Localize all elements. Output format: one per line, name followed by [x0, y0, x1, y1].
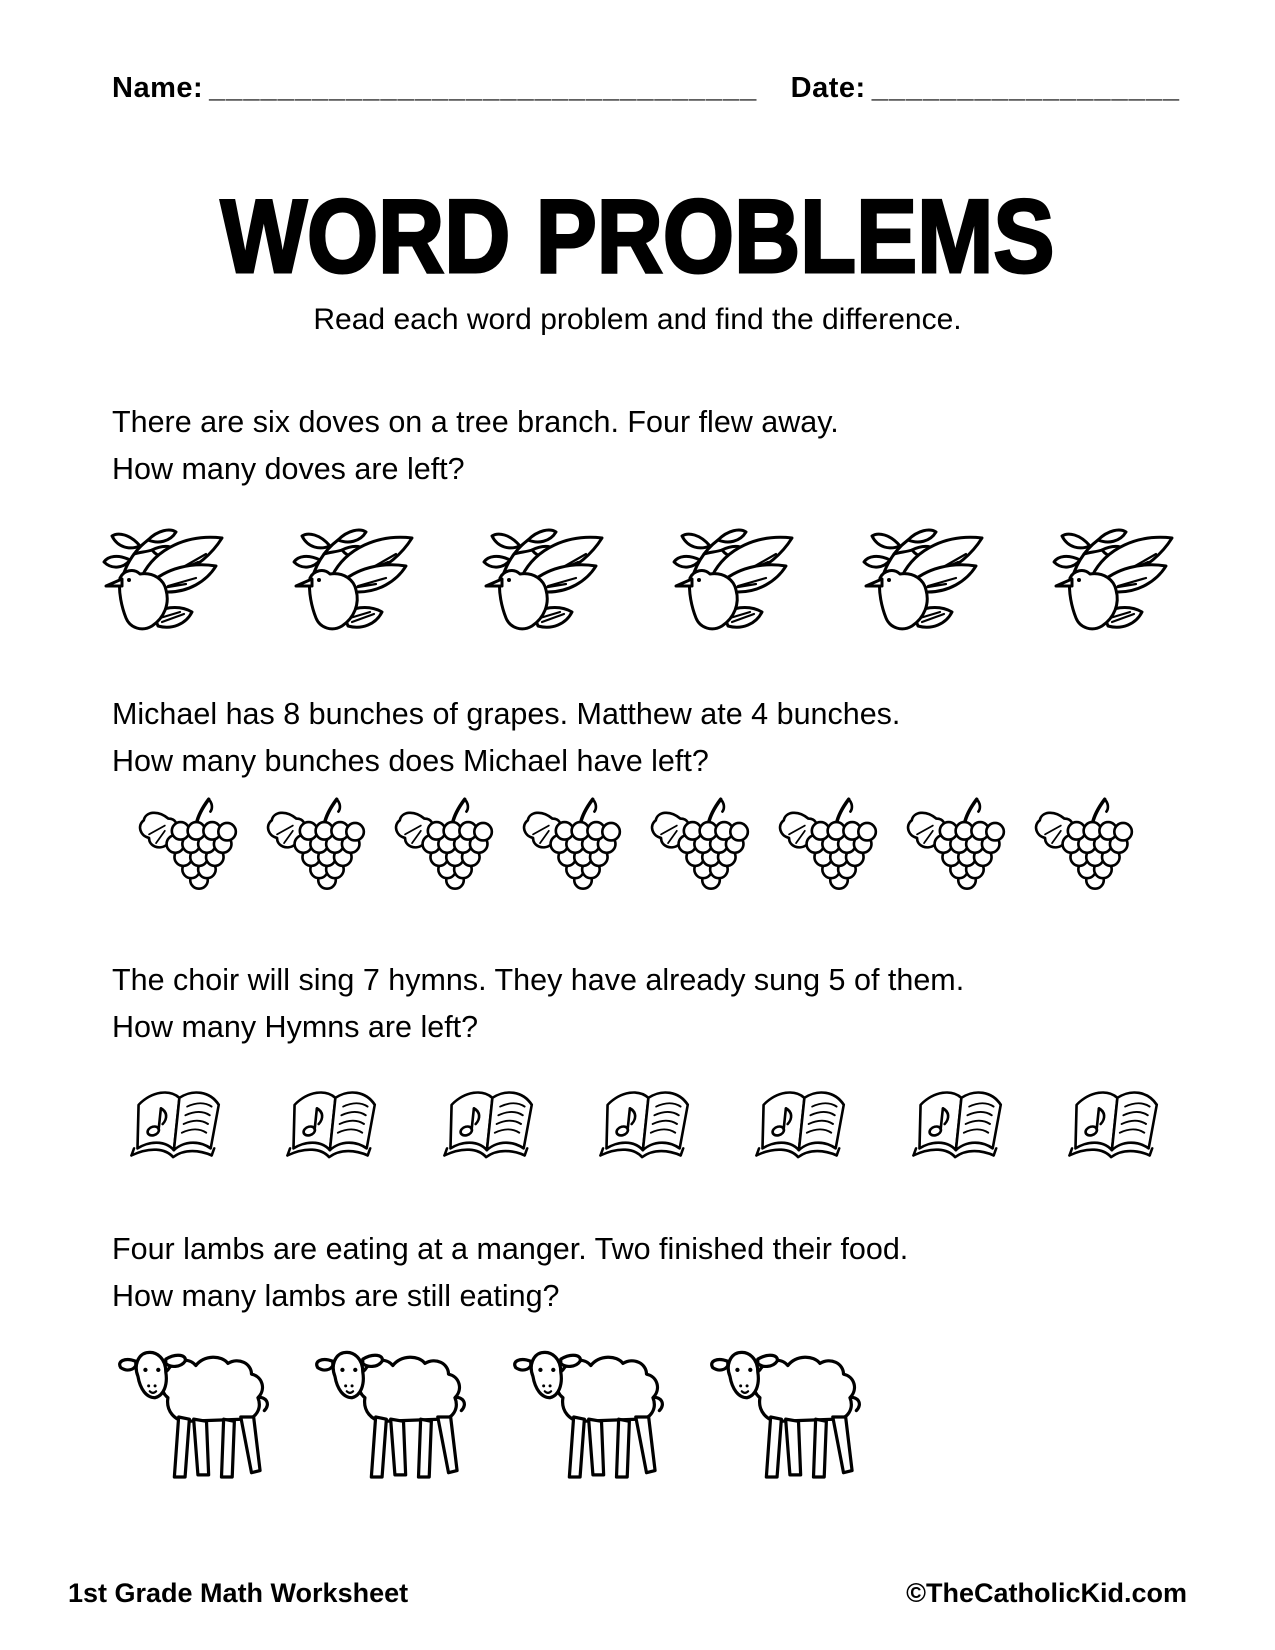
grape-bunch-icon — [391, 795, 505, 893]
hymn-book-icon — [271, 1080, 393, 1168]
problem-2-line2: How many bunches does Michael have left? — [112, 743, 709, 778]
problem-4-line1: Four lambs are eating at a manger. Two finished their food. — [112, 1231, 909, 1266]
grape-bunch-icon — [775, 795, 889, 893]
problem-1-text — [112, 399, 1185, 494]
hymn-book-icon — [1053, 1080, 1175, 1168]
dove-icon — [670, 523, 810, 645]
problem-1-line2: How many doves are left? — [112, 452, 465, 487]
problem-1-line1: There are six doves on a tree branch. Four flew away. — [112, 405, 839, 439]
problem-2-line1: Michael has 8 bunches of grapes. Matthew ate 4 bunches. — [112, 696, 901, 731]
page-subtitle: Read each word problem and find the difference. — [313, 303, 962, 336]
dove-icon — [100, 523, 240, 645]
grape-bunch-icon — [135, 795, 249, 893]
date-field — [791, 72, 1180, 105]
grape-bunch-icon — [1031, 795, 1145, 893]
hymn-book-icon — [428, 1080, 550, 1168]
footer-worksheet-label: 1st Grade Math Worksheet — [68, 1578, 409, 1608]
problem-4-text — [112, 1226, 1185, 1321]
problem-3-text — [112, 957, 1185, 1052]
dove-icon — [860, 523, 1000, 645]
grape-bunch-icon — [647, 795, 761, 893]
hymn-book-icon — [897, 1080, 1019, 1168]
dove-icon — [1050, 523, 1190, 645]
problem-3-line1: The choir will sing 7 hymns. They have already sung 5 of them. — [112, 963, 965, 998]
hymn-book-icon — [584, 1080, 706, 1168]
lamb-row — [115, 1340, 875, 1492]
lamb-icon — [707, 1342, 875, 1492]
dove-icon — [480, 523, 620, 645]
dove-icon — [290, 523, 430, 645]
problem-4-line2: How many lambs are still eating? — [112, 1278, 560, 1313]
date-blank-line: __________________ — [871, 72, 1180, 104]
problem-2-text — [112, 691, 1185, 786]
lamb-icon — [510, 1342, 678, 1492]
lamb-icon — [312, 1342, 480, 1492]
header — [0, 0, 1275, 105]
footer — [0, 1578, 1275, 1609]
date-label: Date: — [790, 72, 866, 104]
problem-3-line2: How many Hymns are left? — [112, 1010, 479, 1045]
lamb-icon — [115, 1342, 283, 1492]
dove-row — [100, 520, 1190, 645]
footer-credit: ©TheCatholicKid.com — [906, 1578, 1187, 1608]
grape-bunch-icon — [903, 795, 1017, 893]
hymn-book-row — [115, 1078, 1175, 1168]
name-field — [112, 72, 757, 105]
grape-bunch-icon — [519, 795, 633, 893]
hymn-book-icon — [740, 1080, 862, 1168]
hymn-book-icon — [115, 1080, 237, 1168]
page-title: WORD PROBLEMS — [220, 179, 1055, 295]
grape-bunch-icon — [263, 795, 377, 893]
name-label: Name: — [112, 72, 204, 104]
grape-row — [135, 793, 1145, 893]
name-blank-line: ________________________________ — [209, 72, 758, 104]
